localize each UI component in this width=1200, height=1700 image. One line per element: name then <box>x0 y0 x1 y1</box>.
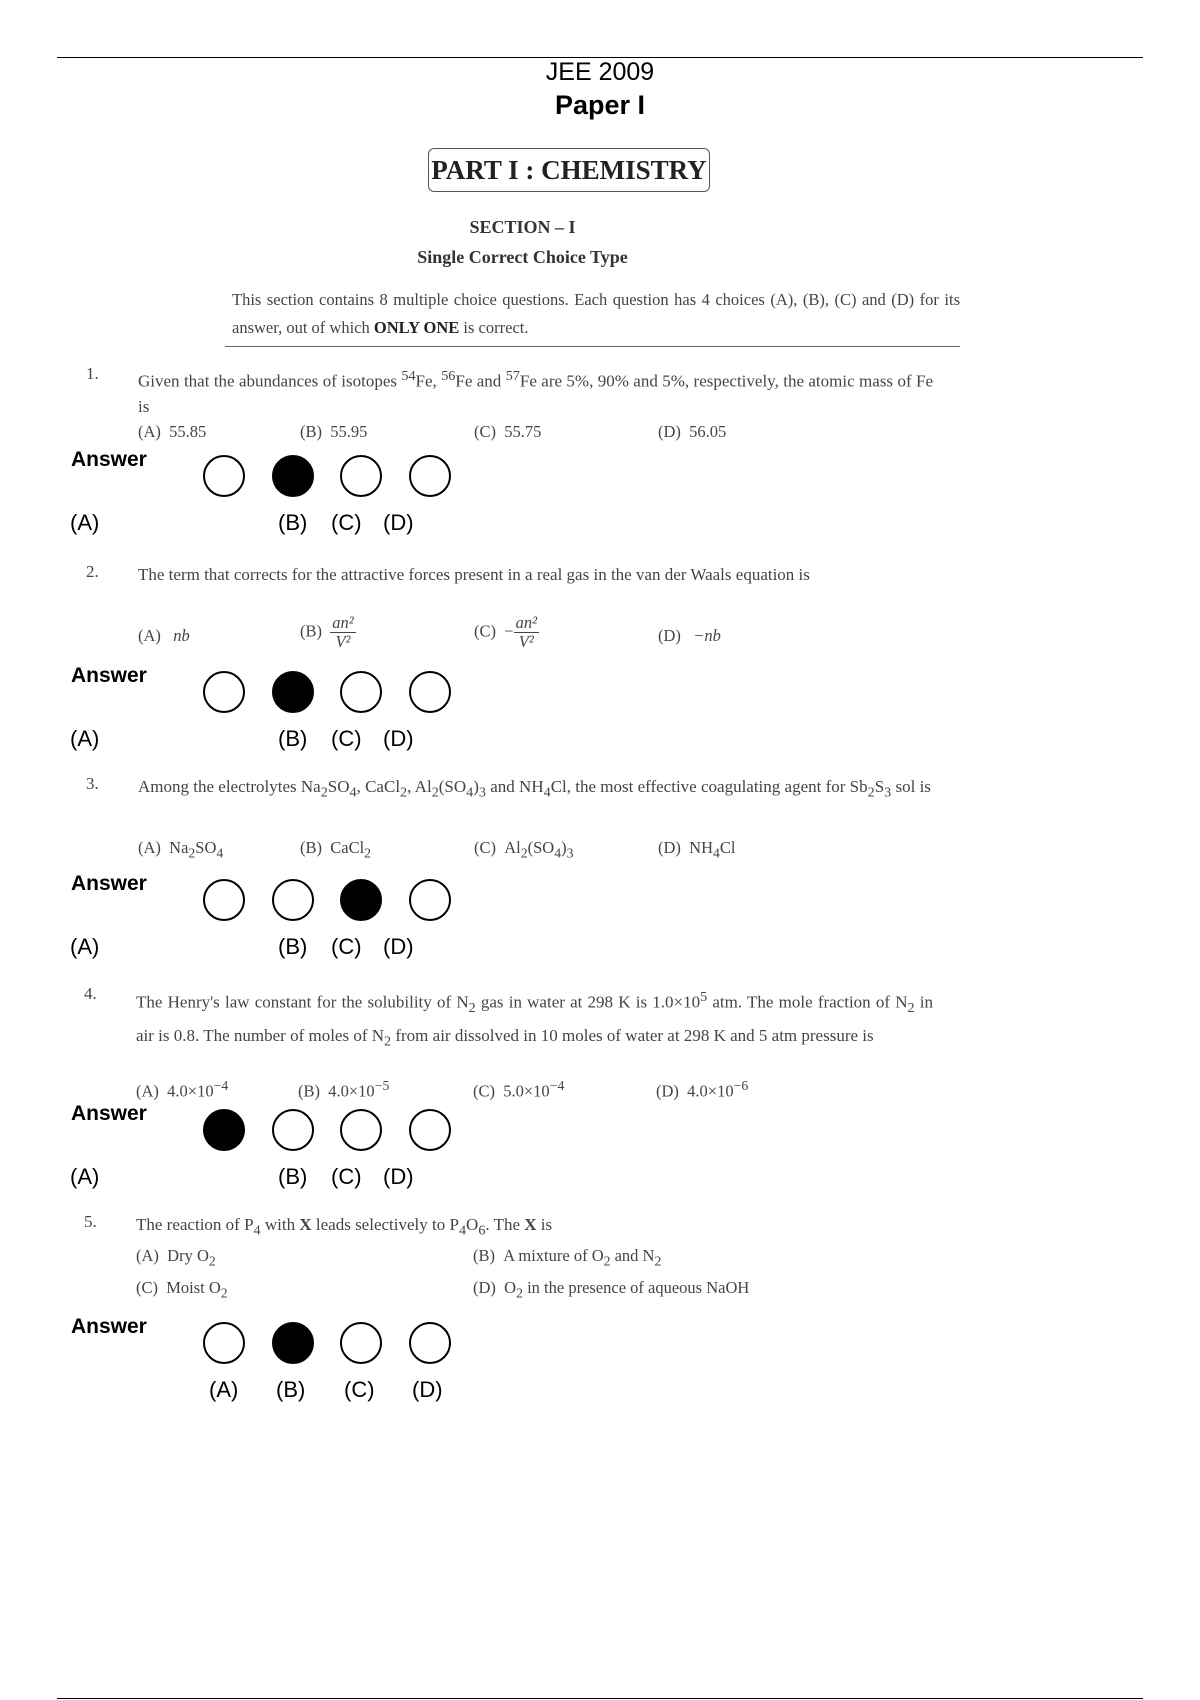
answer-choice-label-b: (B) <box>278 1164 308 1189</box>
answer-bubble-a[interactable] <box>203 671 245 713</box>
answer-bubble-b[interactable] <box>272 1322 314 1364</box>
instructions-divider <box>225 346 960 347</box>
answer-bubble-d[interactable] <box>409 1109 451 1151</box>
answer-label: Answer <box>71 664 147 687</box>
answer-choice-label-a: (A) <box>70 510 100 535</box>
answer-bubble-c[interactable] <box>340 671 382 713</box>
question-1 <box>86 364 934 419</box>
option-letter: (B) <box>300 621 322 641</box>
section-type: Single Correct Choice Type <box>417 247 628 267</box>
answer-bubble-c[interactable] <box>340 1109 382 1151</box>
question-text: Given that the abundances of isotopes $^{54}$Fe, $^{56}$Fe and $^{57}$Fe are 5%, 90% and 5%, respectively, the atomic mass of Fe is <box>138 368 934 416</box>
question-5 <box>84 1212 933 1243</box>
question-text: The reaction of $P_4$ with X leads selectively to $P_4O_6$. The X is <box>136 1215 553 1239</box>
numerator: an² <box>332 613 354 632</box>
answer-label: Answer <box>71 872 147 895</box>
answer-choice-label-b: (B) <box>278 726 308 751</box>
option-b: (B) A mixture of $O_2$ and $N_2$ <box>473 1246 662 1269</box>
option-b: (B) 55.95 <box>300 422 368 441</box>
section-heading: SECTION – I <box>469 217 576 237</box>
option-b: (B) CaCl$_2$ <box>300 838 372 861</box>
answer-label: Answer <box>71 448 147 471</box>
option-a: (A) 55.85 <box>138 422 207 441</box>
option-d: (D) 56.05 <box>658 422 727 441</box>
option-b <box>300 614 356 651</box>
question-number: 5. <box>84 1212 97 1231</box>
answer-choice-label-d: (D) <box>383 1164 414 1189</box>
answer-choice-label-d: (D) <box>383 934 414 959</box>
answer-choice-label-d: (D) <box>412 1377 443 1402</box>
exam-title: JEE 2009 <box>545 58 655 86</box>
answer-choice-label-a: (A) <box>70 726 100 751</box>
bottom-rule <box>57 1698 1143 1699</box>
answer-label: Answer <box>71 1102 147 1125</box>
option-letter: (C) <box>474 621 496 641</box>
question-4 <box>84 984 934 1055</box>
answer-choice-label-b: (B) <box>276 1377 306 1402</box>
intro-emphasis: ONLY ONE <box>373 318 460 337</box>
question-number: 2. <box>86 562 99 581</box>
denominator: V² <box>518 632 534 651</box>
question-text: Among the electrolytes $Na_2SO_4$, CaCl$_2$, $Al_2(SO_4)_3$ and $NH_4Cl$, the most effective coagulating agent for $Sb_2S_3$ sol is <box>138 777 931 801</box>
answer-choice-label-b: (B) <box>278 934 308 959</box>
answer-bubble-b[interactable] <box>272 1109 314 1151</box>
answer-bubble-a[interactable] <box>203 879 245 921</box>
option-d: (D) $4.0\times 10^{-6}$ <box>656 1078 749 1101</box>
question-number: 3. <box>86 774 99 793</box>
answer-bubble-c[interactable] <box>340 1322 382 1364</box>
answer-bubble-c[interactable] <box>340 879 382 921</box>
option-d: (D) $NH_4Cl$ <box>658 838 736 861</box>
answer-bubble-a[interactable] <box>203 455 245 497</box>
option-d: (D) $O_2$ in the presence of aqueous NaOH <box>473 1278 750 1301</box>
option-a: (A) $4.0\times 10^{-4}$ <box>136 1078 229 1101</box>
answer-choice-label-c: (C) <box>331 726 362 751</box>
option-letter: (A) <box>138 626 161 645</box>
part-title: PART I : CHEMISTRY <box>428 148 710 192</box>
answer-bubble-a[interactable] <box>203 1322 245 1364</box>
answer-choice-label-a: (A) <box>209 1377 239 1402</box>
intro-text: This section contains 8 multiple choice questions. Each question has 4 choices (A), (B), (C) and (D) for its answer, out of which <box>232 290 960 337</box>
answer-choice-label-b: (B) <box>278 510 308 535</box>
option-a <box>138 626 190 646</box>
answer-choice-label-a: (A) <box>70 934 100 959</box>
answer-bubble-d[interactable] <box>409 671 451 713</box>
option-c: (C) $Al_2(SO_4)_3$ <box>474 838 574 861</box>
answer-bubble-d[interactable] <box>409 455 451 497</box>
answer-bubble-d[interactable] <box>409 1322 451 1364</box>
option-letter: (D) <box>658 626 681 645</box>
question-2 <box>86 562 933 587</box>
option-c: (C) Moist $O_2$ <box>136 1278 228 1301</box>
option-c: (C) $5.0\times 10^{-4}$ <box>473 1078 565 1101</box>
answer-bubble-a[interactable] <box>203 1109 245 1151</box>
answer-choice-label-c: (C) <box>331 1164 362 1189</box>
section-instructions <box>232 286 960 342</box>
option-math: −nb <box>693 626 721 645</box>
denominator: V² <box>335 632 351 651</box>
answer-choice-label-c: (C) <box>331 934 362 959</box>
answer-bubble-b[interactable] <box>272 455 314 497</box>
option-math <box>330 614 355 651</box>
answer-choice-label-c: (C) <box>331 510 362 535</box>
scanned-question-sheet <box>70 140 975 1301</box>
question-number: 4. <box>84 984 97 1003</box>
question-text: The term that corrects for the attractive forces present in a real gas in the van der Waals equation is <box>138 565 810 584</box>
option-c: (C) − $\frac{\text{an²}}{\text{V²}}$ <box>474 613 538 651</box>
question-text: The Henry's law constant for the solubility of $N_2$ gas in water at 298 K is $1.0\times 10^5$ atm. The mole fraction of $N_2$ in air is 0.8. The number of moles of $N_2$ from air dissolved in 10 moles of water at 298 K and 5 atm pressure is <box>136 989 934 1050</box>
option-d <box>658 626 721 646</box>
answer-bubble-c[interactable] <box>340 455 382 497</box>
answer-choice-label-c: (C) <box>344 1377 375 1402</box>
paper-title: Paper I <box>554 90 646 120</box>
answer-choice-label-a: (A) <box>70 1164 100 1189</box>
question-3 <box>86 774 933 805</box>
question-number: 1. <box>86 364 99 383</box>
option-b: (B) $4.0\times 10^{-5}$ <box>298 1078 390 1101</box>
answer-label: Answer <box>71 1315 147 1338</box>
intro-text-end: is correct. <box>459 318 529 337</box>
option-a: (A) Dry $O_2$ <box>136 1246 216 1269</box>
option-a: (A) $Na_2SO_4$ <box>138 838 224 861</box>
answer-bubble-b[interactable] <box>272 671 314 713</box>
option-math: nb <box>173 626 190 645</box>
option-math <box>514 614 539 651</box>
answer-choice-label-d: (D) <box>383 510 414 535</box>
answer-bubble-d[interactable] <box>409 879 451 921</box>
option-c: (C) 55.75 <box>474 422 542 441</box>
answer-bubble-b[interactable] <box>272 879 314 921</box>
numerator: an² <box>515 613 538 632</box>
answer-choice-label-d: (D) <box>383 726 414 751</box>
